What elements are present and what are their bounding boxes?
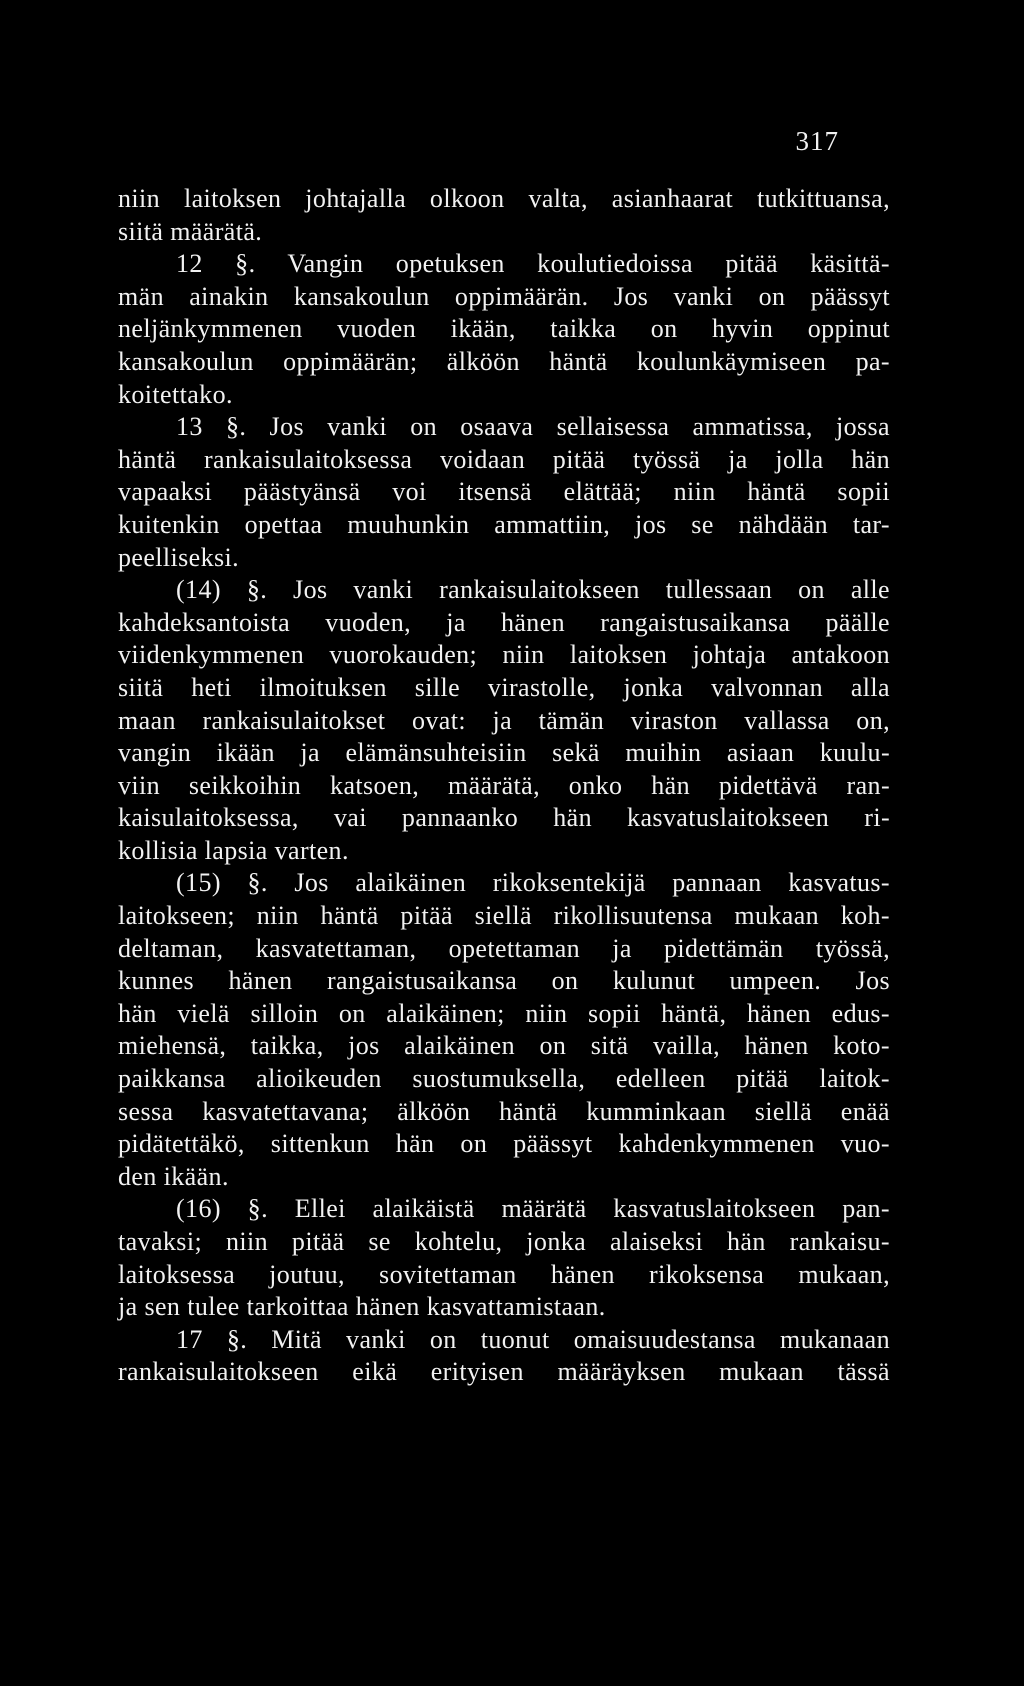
text-line: viin seikkoihin katsoen, määrätä, onko hän pidettävä ran- <box>118 770 890 800</box>
paragraph-17-start: 17 §. Mitä vanki on tuonut omaisuudestansa mukanaan <box>176 1324 890 1354</box>
text-line: kuitenkin opettaa muuhunkin ammattiin, jos se nähdään tar- <box>118 509 890 539</box>
paragraph-16-start: (16) §. Ellei alaikäistä määrätä kasvatuslaitokseen pan- <box>176 1194 890 1224</box>
text-line: neljänkymmenen vuoden ikään, taikka on hyvin oppinut <box>118 314 890 344</box>
text-line: kunnes hänen rangaistusaikansa on kulunut umpeen. Jos <box>118 966 890 996</box>
paragraph-13-start: 13 §. Jos vanki on osaava sellaisessa ammatissa, jossa <box>176 412 890 442</box>
text-line: rankaisulaitokseen eikä erityisen määräyksen mukaan tässä <box>118 1357 890 1387</box>
text-line: vapaaksi päästyänsä voi itsensä elättää; niin häntä sopii <box>118 477 890 507</box>
text-line: maan rankaisulaitokset ovat: ja tämän viraston vallassa on, <box>118 705 890 735</box>
text-line: niin laitoksen johtajalla olkoon valta, asianhaarat tutkittuansa, <box>118 184 890 213</box>
text-line: häntä rankaisulaitoksessa voidaan pitää työssä ja jolla hän <box>118 444 890 474</box>
text-line: kollisia lapsia varten. <box>118 835 349 865</box>
text-line: hän vielä silloin on alaikäinen; niin sopii häntä, hänen edus- <box>118 998 890 1028</box>
paragraph-15-start: (15) §. Jos alaikäinen rikoksentekijä pannaan kasvatus- <box>176 868 890 898</box>
text-line: ja sen tulee tarkoittaa hänen kasvattamistaan. <box>118 1292 606 1322</box>
text-line: kahdeksantoista vuoden, ja hänen rangaistusaikansa päälle <box>118 607 890 637</box>
paragraph-14-start: (14) §. Jos vanki rankaisulaitokseen tullessaan on alle <box>176 575 890 605</box>
page-number: 317 <box>795 126 839 156</box>
text-line: siitä määrätä. <box>118 216 263 246</box>
paragraph-12-start: 12 §. Vangin opetuksen koulutiedoissa pitää käsittä- <box>176 249 890 279</box>
text-line: laitokseen; niin häntä pitää siellä rikollisuutensa mukaan koh- <box>118 901 890 931</box>
text-line: tavaksi; niin pitää se kohtelu, jonka alaiseksi hän rankaisu- <box>118 1227 890 1256</box>
text-line: viidenkymmenen vuorokauden; niin laitoksen johtaja antakoon <box>118 640 890 670</box>
text-line: kansakoulun oppimäärän; älköön häntä koulunkäymiseen pa- <box>118 346 890 376</box>
text-line: kaisulaitoksessa, vai pannaanko hän kasvatuslaitokseen ri- <box>118 803 890 833</box>
text-line: sessa kasvatettavana; älköön häntä kumminkaan siellä enää <box>118 1096 890 1126</box>
text-line: den ikään. <box>118 1161 229 1191</box>
text-line: miehensä, taikka, jos alaikäinen on sitä vailla, hänen koto- <box>118 1031 890 1061</box>
text-line: laitoksessa joutuu, sovitettaman hänen rikoksensa mukaan, <box>118 1259 890 1289</box>
text-line: peelliseksi. <box>118 542 240 572</box>
text-line: män ainakin kansakoulun oppimäärän. Jos vanki on päässyt <box>118 281 890 311</box>
text-line: deltaman, kasvatettaman, opetettaman ja pidettämän työssä, <box>118 933 890 963</box>
text-line: koitettako. <box>118 379 233 409</box>
text-line: pidätettäkö, sittenkun hän on päässyt kahdenkymmenen vuo- <box>118 1129 890 1159</box>
text-line: vangin ikään ja elämänsuhteisiin sekä muihin asiaan kuulu- <box>118 738 890 768</box>
body-text <box>118 183 890 1389</box>
text-line: siitä heti ilmoituksen sille virastolle, jonka valvonnan alla <box>118 672 890 702</box>
text-line: paikkansa alioikeuden suostumuksella, edelleen pitää laitok- <box>118 1064 890 1094</box>
